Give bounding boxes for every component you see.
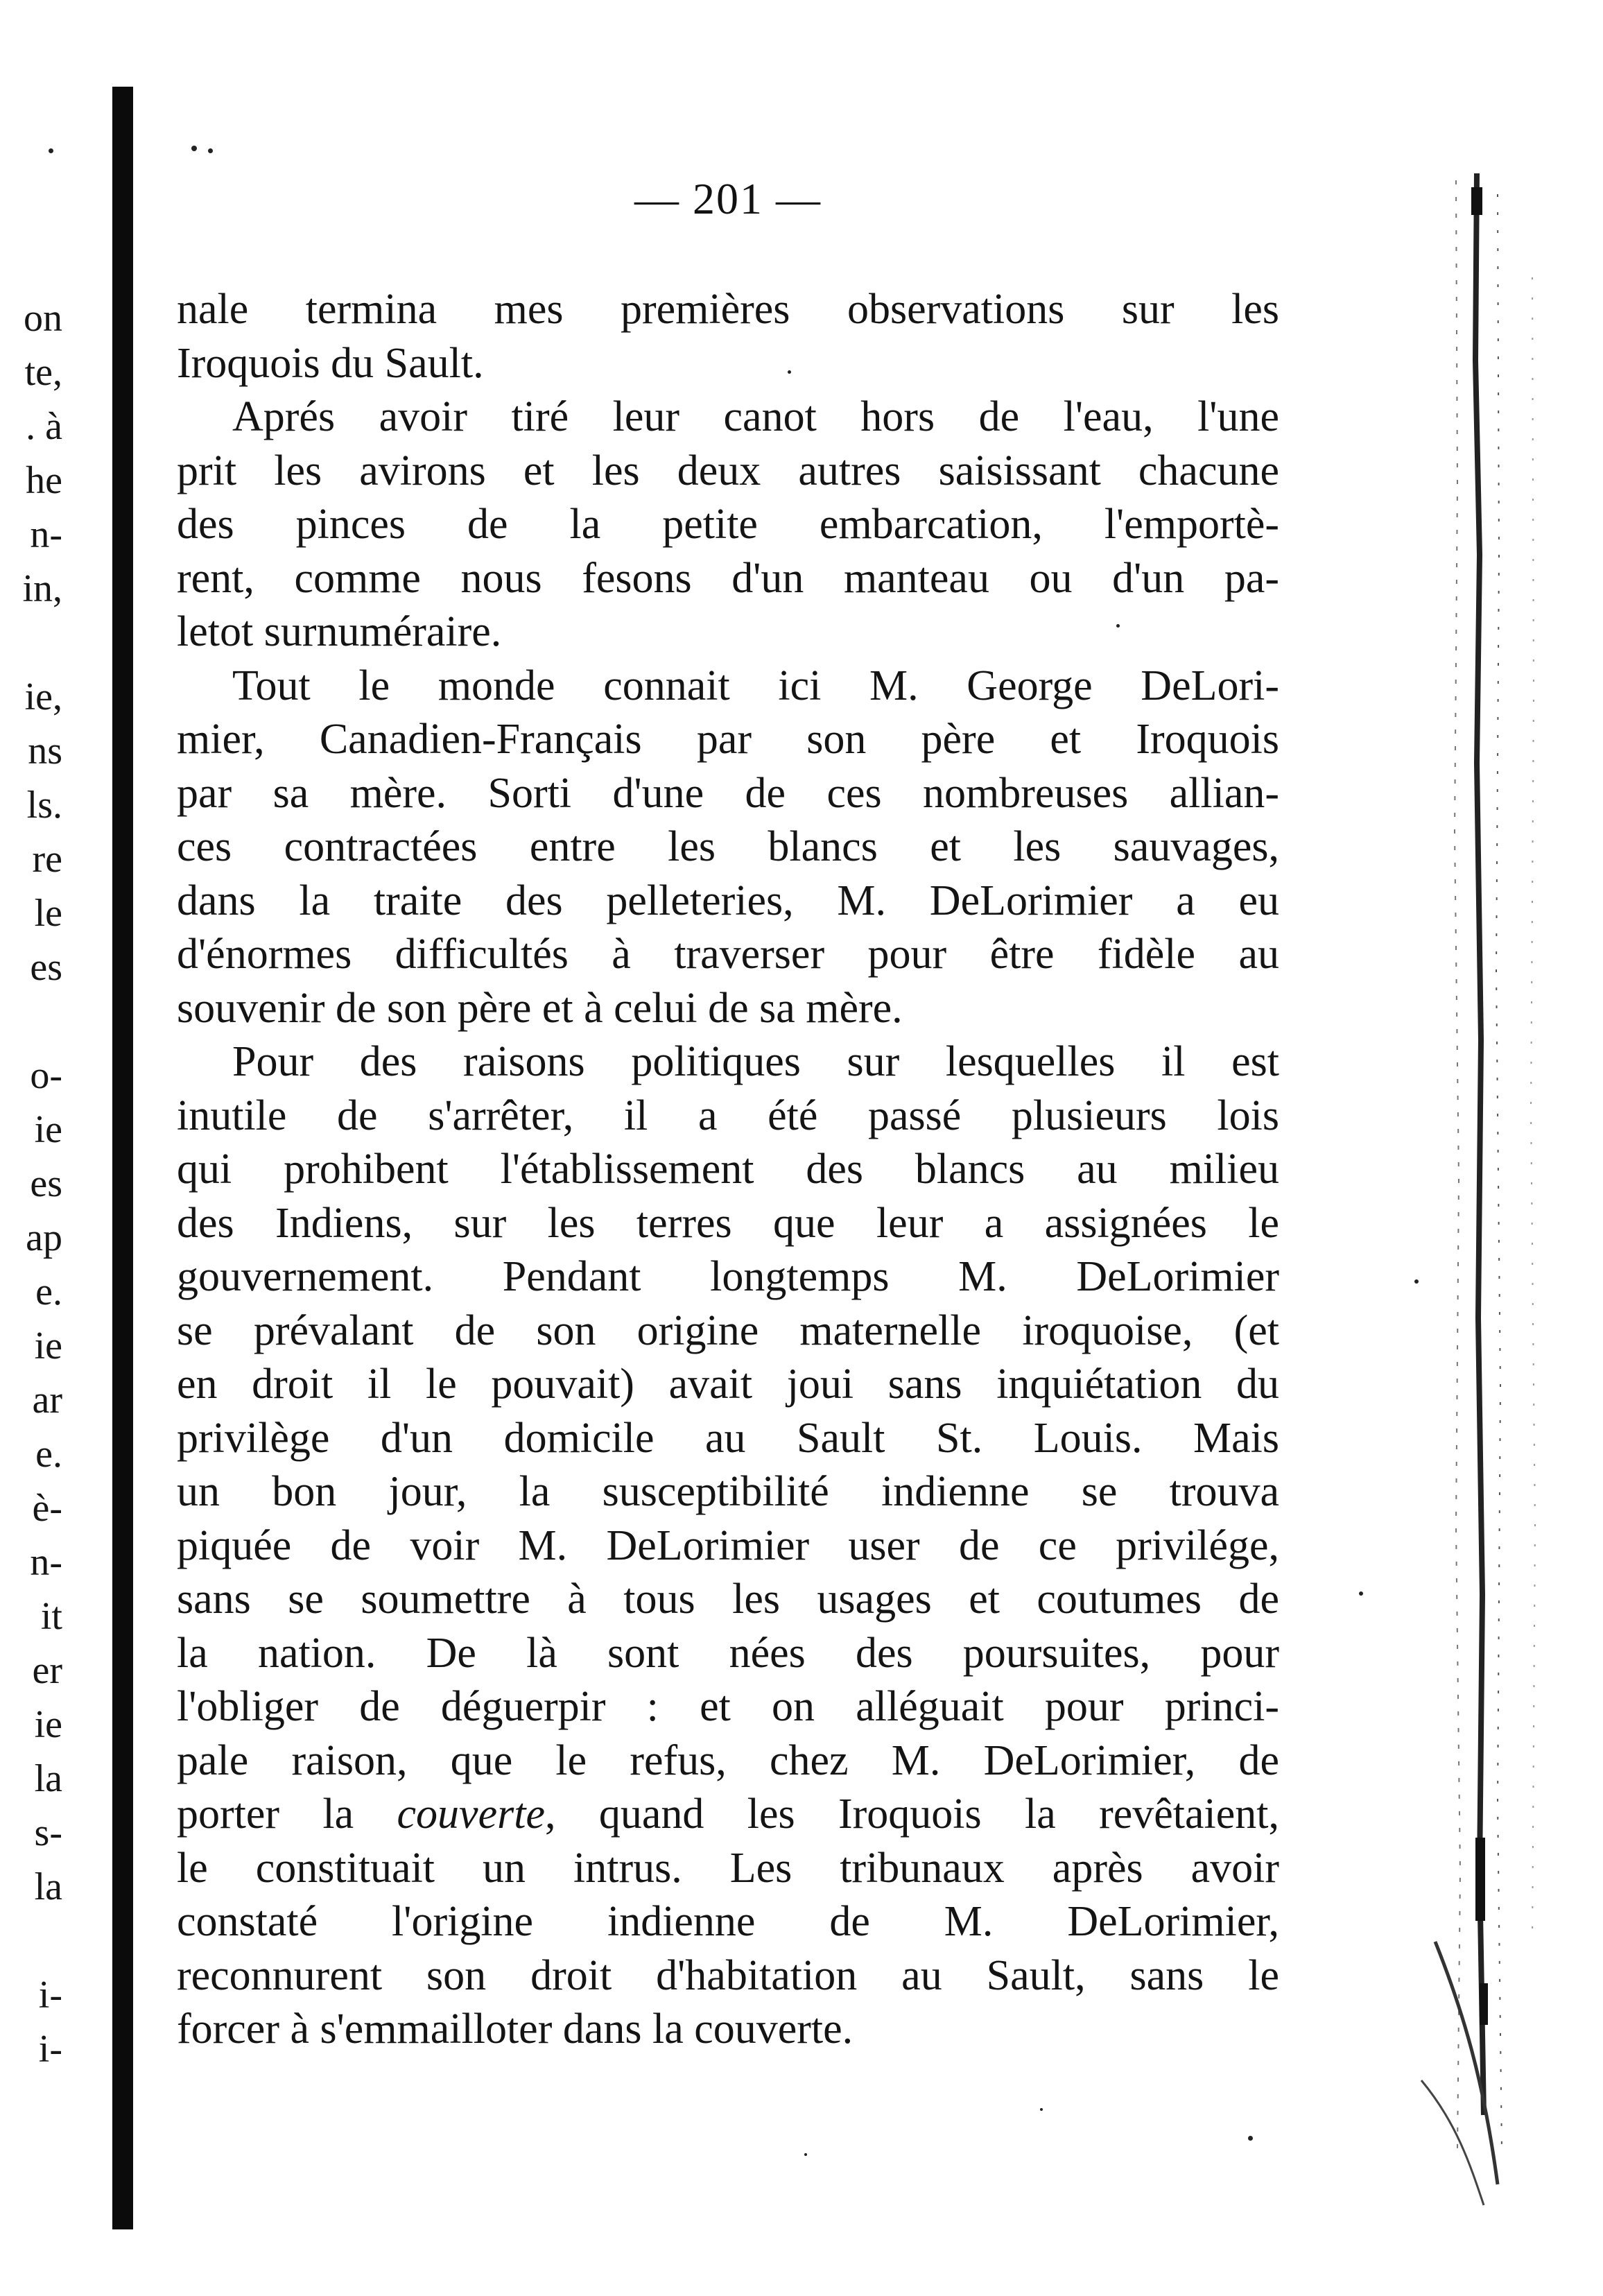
speck: [788, 370, 791, 374]
text-line: forcer à s'emmailloter dans la couverte.: [177, 2005, 854, 2053]
fragment: ar: [32, 1379, 62, 1422]
text-line: la nation. De là sont nées des poursuites, pour: [177, 1629, 1279, 1677]
text-run: , quand les Iroquois la revêtaient,: [544, 1790, 1279, 1838]
text-line: des Indiens, sur les terres que leur a assignées le: [177, 1199, 1279, 1247]
text-line: piquée de voir M. DeLorimier user de ce privilége,: [177, 1521, 1279, 1569]
fragment: le: [34, 892, 62, 935]
fragment: è-: [32, 1487, 62, 1530]
text-line: Iroquois du Sault.: [177, 339, 484, 387]
text-line: letot surnuméraire.: [177, 608, 502, 655]
text-run: porter la: [177, 1790, 397, 1838]
fragment: [0, 994, 62, 1048]
text-line: rent, comme nous fesons d'un manteau ou d'un pa-: [177, 554, 1279, 602]
fragment: er: [32, 1649, 62, 1692]
text-line: reconnurent son droit d'habitation au Sault, sans le: [177, 1951, 1279, 1999]
text-line: mier, Canadien-Français par son père et Iroquois: [177, 716, 1279, 763]
text-line: d'énormes difficultés à traverser pour être fidèle au: [177, 931, 1279, 978]
previous-page-fragments: [0, 291, 62, 2076]
page-edge-artifacts: [1394, 69, 1603, 2219]
page-edge-graphic: [1394, 69, 1603, 2219]
text-line: constaté l'origine indienne de M. DeLorimier,: [177, 1898, 1279, 1945]
text-line: nale termina mes premières observations sur les: [177, 286, 1279, 333]
fragment: ls.: [26, 784, 62, 827]
text-line: pale raison, que le refus, chez M. DeLorimier, de: [177, 1736, 1279, 1784]
fragment: es: [30, 1162, 62, 1205]
fragment: s-: [34, 1811, 62, 1854]
speck: [208, 148, 213, 153]
speck: [191, 146, 197, 151]
fragment: i-: [38, 2028, 62, 2071]
fragment: e.: [35, 1270, 62, 1313]
fragment: in,: [22, 567, 62, 610]
binding-bar: [112, 87, 133, 2229]
text-line: un bon jour, la susceptibilité indienne se trouva: [177, 1468, 1279, 1515]
text-line: se prévalant de son origine maternelle iroquoise, (et: [177, 1306, 1279, 1354]
text-line: Aprés avoir tiré leur canot hors de l'eau, l'une: [232, 393, 1279, 440]
fragment: ie: [34, 1703, 62, 1746]
speck: [804, 2153, 807, 2156]
speck: [49, 148, 53, 153]
fragment: i-: [38, 1974, 62, 2017]
text-line: privilège d'un domicile au Sault St. Louis. Mais: [177, 1414, 1279, 1462]
fragment: n-: [30, 1541, 62, 1584]
fragment: e.: [35, 1433, 62, 1476]
fragment: la: [34, 1757, 62, 1800]
text-line: prit les avirons et les deux autres saisissant chacune: [177, 447, 1279, 494]
text-line: l'obliger de déguerpir : et on alléguait pour princi-: [177, 1683, 1279, 1730]
text-line: [177, 1788, 1279, 1842]
speck: [1040, 2108, 1043, 2111]
text-line: le constituait un intrus. Les tribunaux après avoir: [177, 1844, 1279, 1892]
fragment: ie,: [24, 675, 62, 718]
fragment: n-: [30, 513, 62, 556]
fragment: te,: [24, 351, 62, 394]
page-number: — 201 —: [634, 174, 822, 223]
text-line: ces contractées entre les blancs et les sauvages,: [177, 823, 1279, 870]
text-line: en droit il le pouvait) avait joui sans inquiétation du: [177, 1361, 1279, 1408]
body-text: [177, 283, 1279, 2057]
fragment: . à: [26, 405, 62, 448]
fragment: ie: [34, 1324, 62, 1367]
text-line: souvenir de son père et à celui de sa mère.: [177, 984, 903, 1032]
fragment: it: [40, 1595, 62, 1638]
speck: [1359, 1591, 1363, 1596]
fragment: ie: [34, 1108, 62, 1151]
fragment: la: [34, 1865, 62, 1908]
italic-word: couverte: [397, 1790, 545, 1838]
speck: [1248, 2136, 1253, 2141]
fragment: ap: [26, 1216, 62, 1259]
fragment: [0, 1914, 62, 1968]
fragment: re: [32, 838, 62, 881]
text-line: Pour des raisons politiques sur lesquelles il est: [232, 1038, 1279, 1085]
speck: [1414, 1279, 1419, 1284]
text-line: des pinces de la petite embarcation, l'emportè-: [177, 501, 1279, 548]
fragment: he: [26, 459, 62, 502]
text-line: Tout le monde connait ici M. George DeLori-: [232, 662, 1279, 709]
fragment: es: [30, 946, 62, 989]
fragment: o-: [30, 1054, 62, 1097]
fragment: [0, 616, 62, 670]
text-line: sans se soumettre à tous les usages et coutumes de: [177, 1576, 1279, 1623]
fragment: on: [24, 297, 62, 340]
speck: [1116, 624, 1120, 628]
text-line: dans la traite des pelleteries, M. DeLorimier a eu: [177, 877, 1279, 924]
text-line: gouvernement. Pendant longtemps M. DeLorimier: [177, 1253, 1279, 1300]
text-line: qui prohibent l'établissement des blancs au milieu: [177, 1146, 1279, 1193]
text-line: inutile de s'arrêter, il a été passé plusieurs lois: [177, 1091, 1279, 1139]
text-line: par sa mère. Sorti d'une de ces nombreuses allian-: [177, 769, 1279, 817]
fragment: ns: [28, 730, 62, 772]
